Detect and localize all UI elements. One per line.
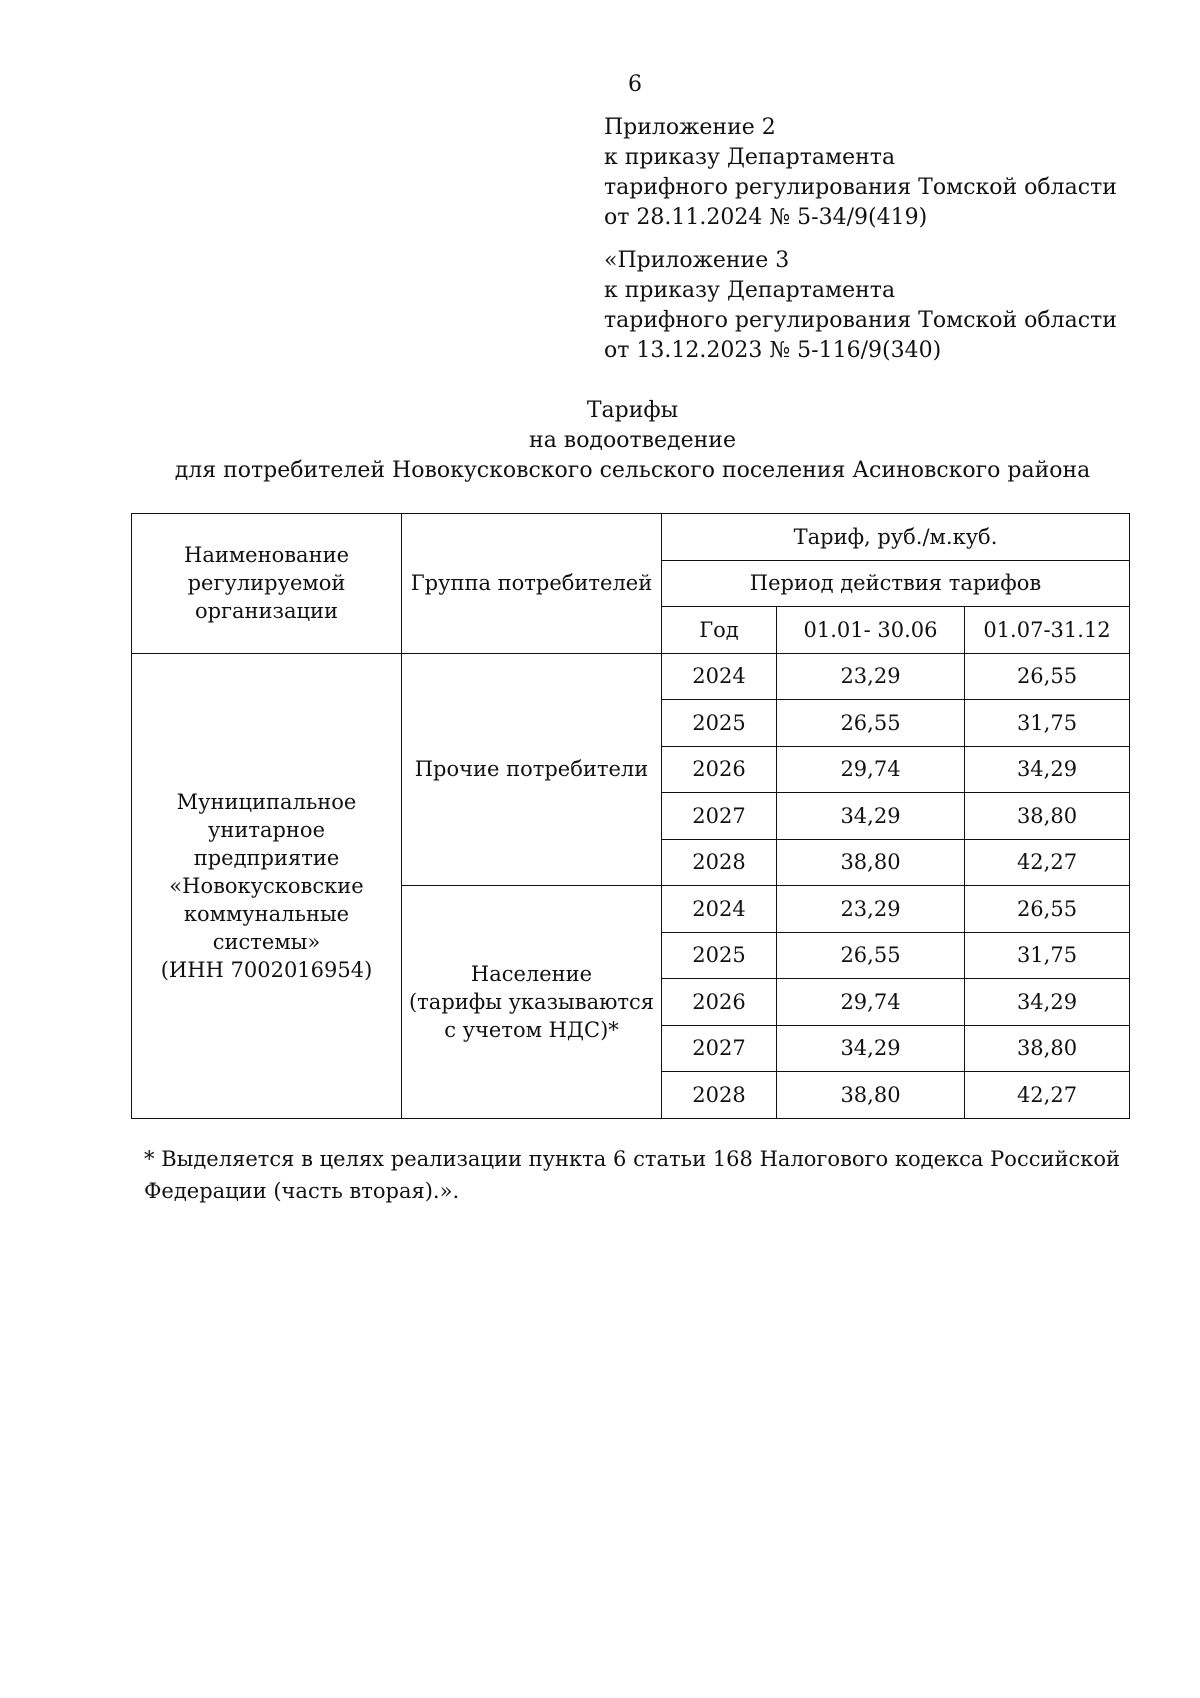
tariff-half1-cell: 38,80 <box>777 1072 965 1119</box>
year-cell: 2027 <box>662 1025 777 1072</box>
table-header-row <box>132 514 1130 561</box>
tariff-half1-cell: 38,80 <box>777 839 965 886</box>
header-org-line: организации <box>194 599 339 624</box>
tariff-half1-cell: 23,29 <box>777 653 965 700</box>
year-cell: 2026 <box>662 746 777 793</box>
year-cell: 2027 <box>662 793 777 840</box>
footnote: * Выделяется в целях реализации пункта 6 статьи 168 Налогового кодекса Российской Федерации (часть вторая).». <box>144 1147 1120 1203</box>
appendix-current-reference <box>604 113 1164 233</box>
tariff-half1-cell: 26,55 <box>777 700 965 747</box>
appendix-line: Приложение 2 <box>604 115 776 140</box>
tariff-half1-cell: 23,29 <box>777 886 965 933</box>
appendix-line: «Приложение 3 <box>604 248 790 273</box>
tariff-half2-cell: 31,75 <box>965 700 1130 747</box>
tariff-half1-cell: 34,29 <box>777 793 965 840</box>
header-org-line: Наименование <box>184 543 349 568</box>
organization-name-line: Муниципальное <box>176 789 357 814</box>
organization-name-line: (ИНН 7002016954) <box>160 957 373 982</box>
organization-name-line: «Новокусковские <box>169 873 364 898</box>
appendix-previous-reference <box>604 246 1164 366</box>
year-cell: 2024 <box>662 653 777 700</box>
header-period: Период действия тарифов <box>662 560 1130 607</box>
title-line: для потребителей Новокусковского сельского поселения Асиновского района <box>174 458 1091 483</box>
header-year: Год <box>662 607 777 654</box>
year-cell: 2025 <box>662 700 777 747</box>
tariff-half2-cell: 42,27 <box>965 839 1130 886</box>
table-row <box>132 653 1130 700</box>
tariff-half1-cell: 29,74 <box>777 979 965 1026</box>
tariff-half2-cell: 42,27 <box>965 1072 1130 1119</box>
page-number: 6 <box>628 72 642 97</box>
appendix-line: тарифного регулирования Томской области <box>604 175 1117 200</box>
header-half2: 01.07-31.12 <box>965 607 1130 654</box>
tariff-half1-cell: 29,74 <box>777 746 965 793</box>
header-consumer-group: Группа потребителей <box>402 514 662 654</box>
header-half1: 01.01- 30.06 <box>777 607 965 654</box>
appendix-line: от 13.12.2023 № 5-116/9(340) <box>604 338 942 363</box>
consumer-group-line: (тарифы указываются <box>408 989 655 1014</box>
title-line: на водоотведение <box>529 428 736 453</box>
organization-name-cell <box>132 653 402 1118</box>
tariff-half2-cell: 31,75 <box>965 932 1130 979</box>
year-cell: 2028 <box>662 1072 777 1119</box>
header-tariff-unit: Тариф, руб./м.куб. <box>662 514 1130 561</box>
tariff-table <box>131 513 1130 1119</box>
year-cell: 2024 <box>662 886 777 933</box>
consumer-group-cell <box>402 653 662 886</box>
header-org-name <box>132 514 402 654</box>
year-cell: 2025 <box>662 932 777 979</box>
document-title <box>0 396 1200 486</box>
organization-name-line: системы» <box>212 929 321 954</box>
appendix-line: к приказу Департамента <box>604 145 896 170</box>
tariff-half1-cell: 26,55 <box>777 932 965 979</box>
organization-name-line: коммунальные <box>183 901 350 926</box>
consumer-group-line: Прочие потребители <box>414 757 649 782</box>
appendix-line: к приказу Департамента <box>604 278 896 303</box>
consumer-group-cell <box>402 886 662 1119</box>
tariff-half2-cell: 26,55 <box>965 653 1130 700</box>
consumer-group-line: Население <box>470 961 593 986</box>
tariff-half2-cell: 34,29 <box>965 979 1130 1026</box>
consumer-group-line: с учетом НДС)* <box>444 1017 619 1042</box>
tariff-half2-cell: 38,80 <box>965 1025 1130 1072</box>
tariff-half2-cell: 34,29 <box>965 746 1130 793</box>
tariff-half1-cell: 34,29 <box>777 1025 965 1072</box>
year-cell: 2026 <box>662 979 777 1026</box>
header-org-line: регулируемой <box>187 571 346 596</box>
tariff-half2-cell: 38,80 <box>965 793 1130 840</box>
title-line: Тарифы <box>586 398 679 423</box>
appendix-line: тарифного регулирования Томской области <box>604 308 1117 333</box>
appendix-line: от 28.11.2024 № 5-34/9(419) <box>604 205 928 230</box>
tariff-half2-cell: 26,55 <box>965 886 1130 933</box>
organization-name-line: унитарное предприятие <box>193 817 340 870</box>
year-cell: 2028 <box>662 839 777 886</box>
